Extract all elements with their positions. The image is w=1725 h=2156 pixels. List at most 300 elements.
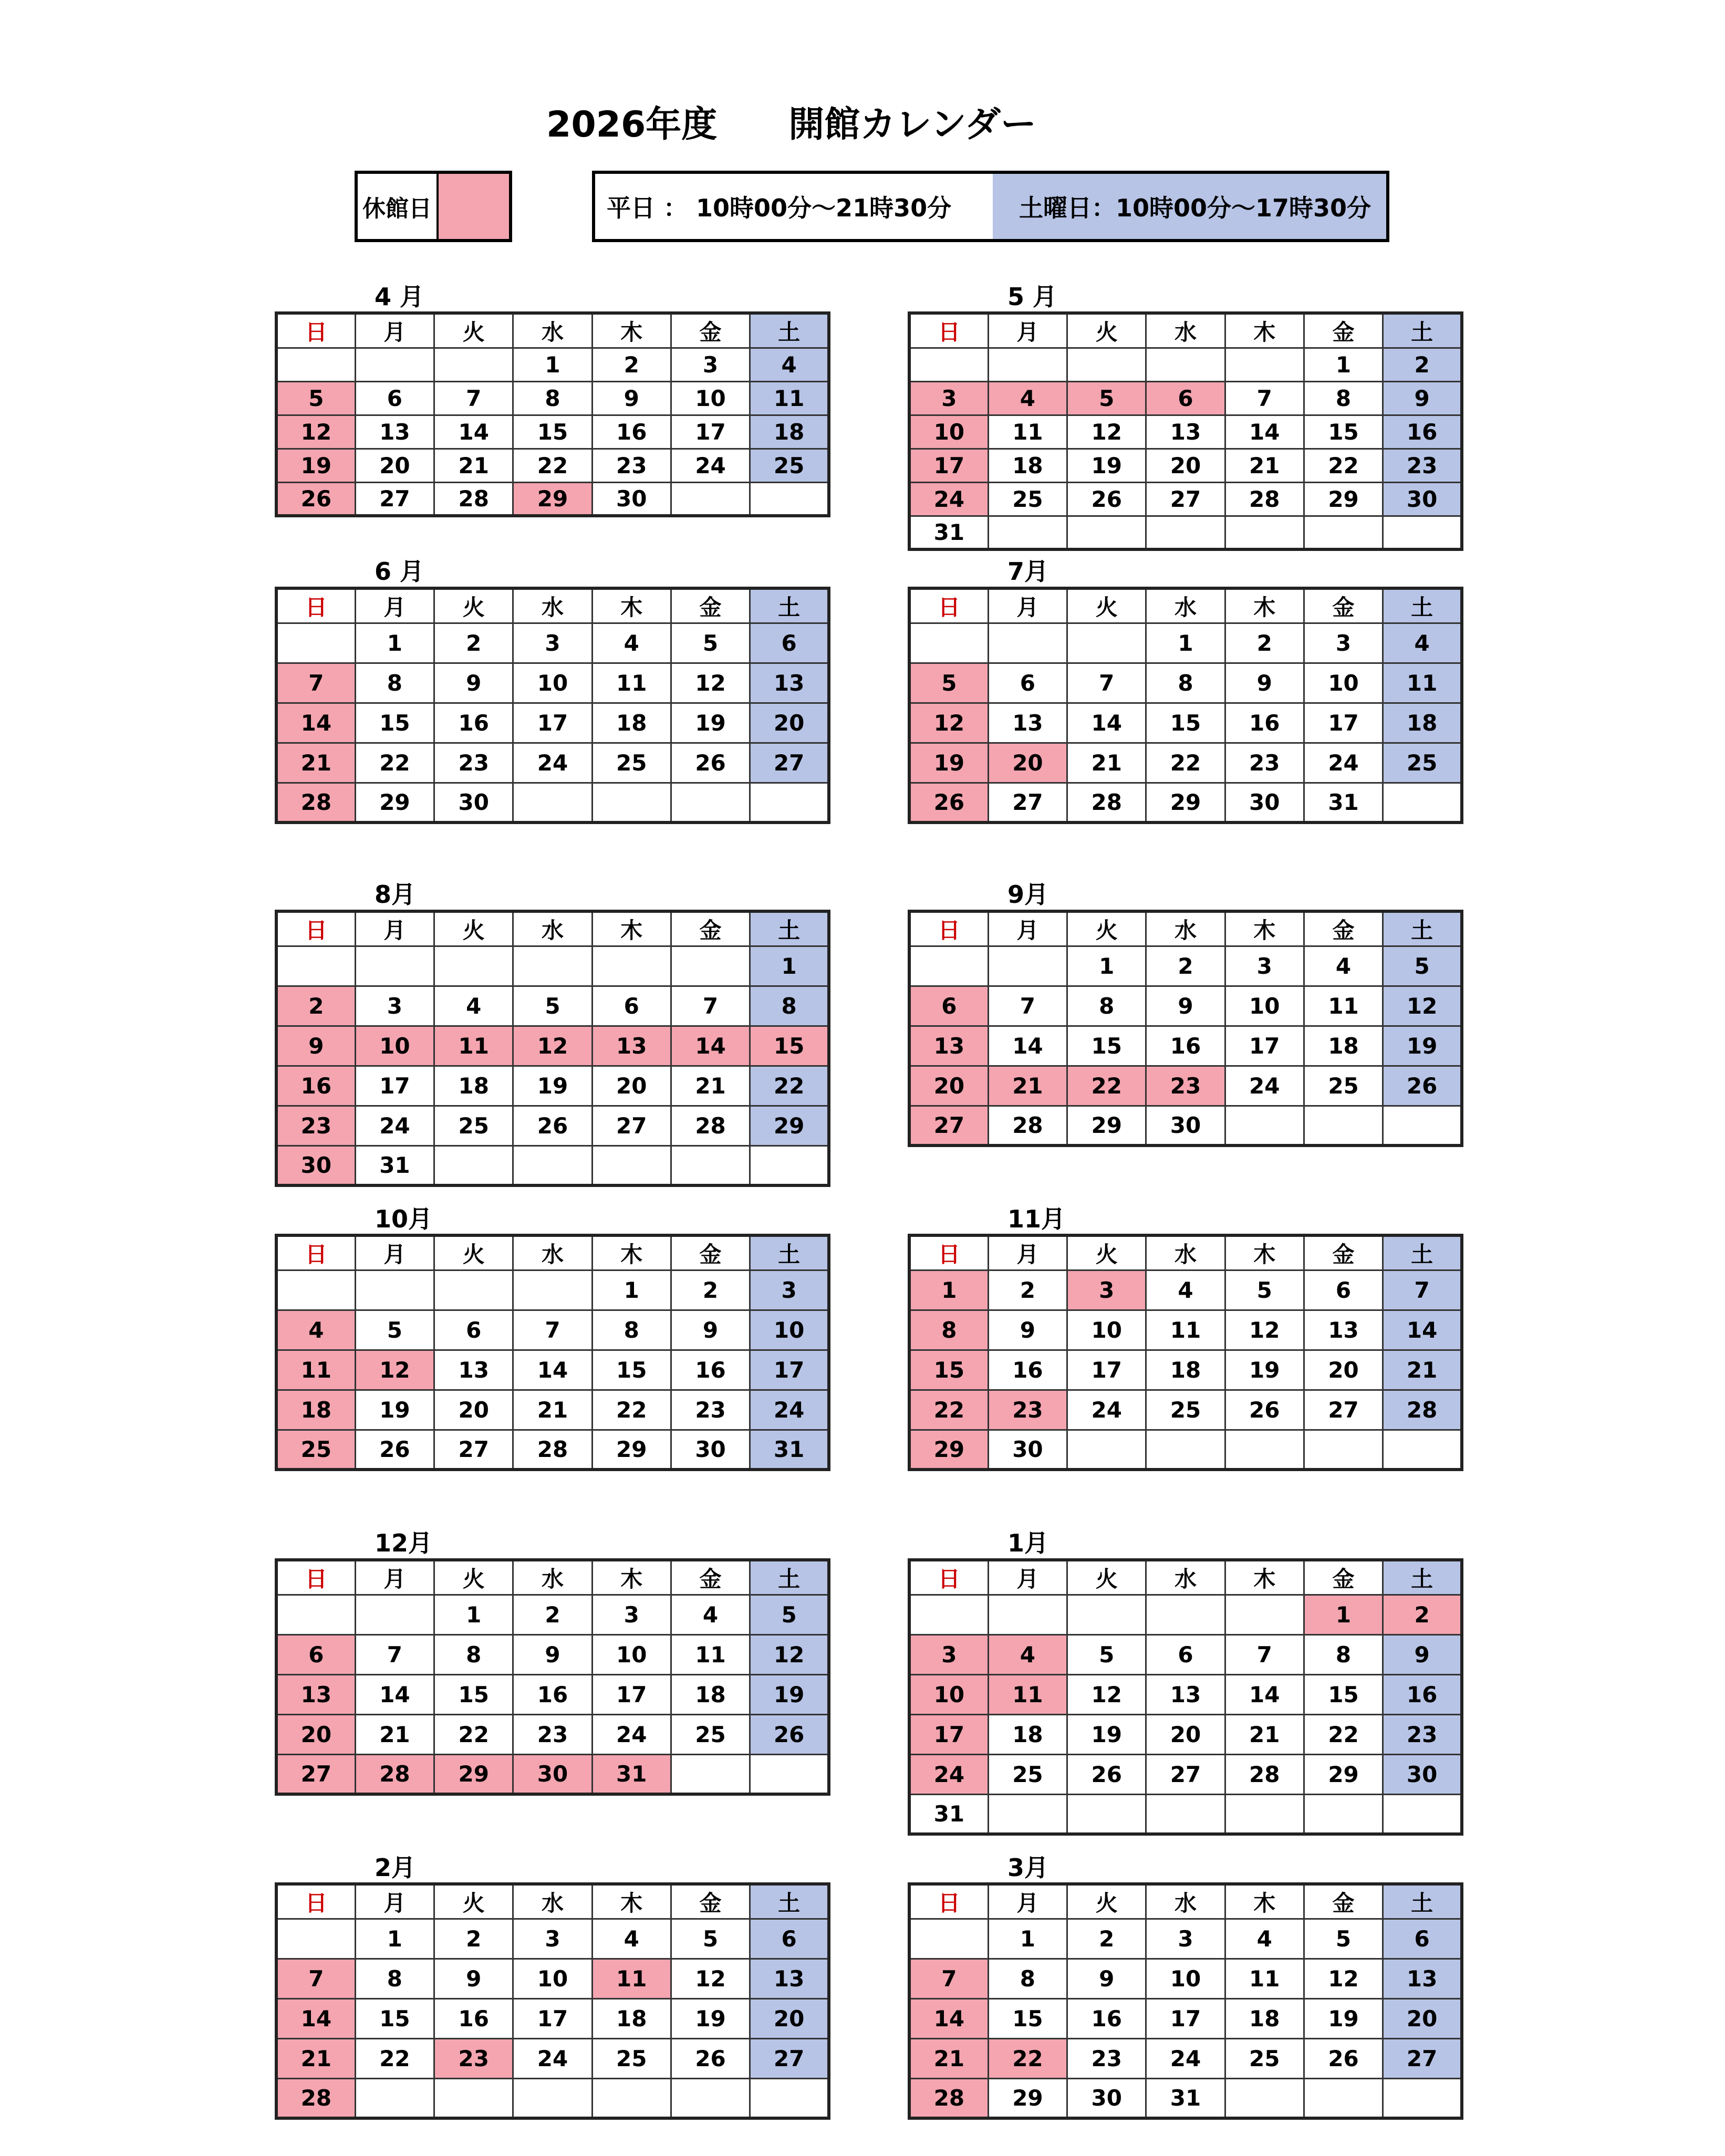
day-cell: 22 bbox=[355, 2038, 434, 2078]
day-cell: 2 bbox=[434, 623, 513, 663]
weekday-header: 月 bbox=[355, 1560, 434, 1595]
week-row bbox=[276, 381, 829, 415]
empty-day-cell bbox=[671, 946, 750, 986]
day-cell: 7 bbox=[1067, 663, 1146, 703]
day-cell: 31 bbox=[355, 1145, 434, 1185]
weekday-header: 金 bbox=[671, 1235, 750, 1270]
day-cell: 18 bbox=[988, 1714, 1067, 1754]
week-row bbox=[909, 449, 1462, 482]
day-cell: 30 bbox=[671, 1430, 750, 1470]
day-cell: 2 bbox=[988, 1270, 1067, 1310]
closed-day-cell: 3 bbox=[909, 1634, 988, 1674]
day-cell: 27 bbox=[1146, 1754, 1225, 1794]
day-cell: 8 bbox=[1146, 663, 1225, 703]
day-cell: 8 bbox=[1067, 986, 1146, 1026]
weekday-header: 火 bbox=[1067, 911, 1146, 946]
weekday-header: 月 bbox=[988, 1235, 1067, 1270]
day-cell: 7 bbox=[434, 381, 513, 415]
day-cell: 30 bbox=[1225, 783, 1304, 822]
day-cell: 26 bbox=[671, 743, 750, 783]
closed-day-cell: 20 bbox=[988, 743, 1067, 783]
day-cell: 21 bbox=[434, 449, 513, 482]
weekday-header: 木 bbox=[1225, 588, 1304, 623]
day-cell: 28 bbox=[1225, 482, 1304, 516]
day-cell: 16 bbox=[1383, 415, 1462, 449]
day-cell: 1 bbox=[513, 348, 592, 381]
weekday-header: 土 bbox=[1383, 1884, 1462, 1919]
day-cell: 18 bbox=[1383, 703, 1462, 743]
day-cell: 1 bbox=[1067, 946, 1146, 986]
closed-day-cell: 6 bbox=[276, 1634, 355, 1674]
closed-day-cell: 2 bbox=[276, 986, 355, 1026]
legend-closed-day bbox=[355, 171, 512, 242]
empty-day-cell bbox=[671, 783, 750, 822]
day-cell: 25 bbox=[1383, 743, 1462, 783]
day-cell: 7 bbox=[1225, 1634, 1304, 1674]
day-cell: 1 bbox=[355, 1919, 434, 1959]
day-cell: 3 bbox=[1225, 946, 1304, 986]
week-row bbox=[909, 2078, 1462, 2118]
weekday-header: 木 bbox=[1225, 313, 1304, 348]
closed-day-cell: 17 bbox=[909, 449, 988, 482]
weekday-header: 土 bbox=[750, 911, 829, 946]
day-cell: 5 bbox=[671, 1919, 750, 1959]
day-cell: 29 bbox=[1067, 1106, 1146, 1145]
day-cell: 29 bbox=[1304, 482, 1383, 516]
closed-day-cell: 20 bbox=[909, 1066, 988, 1106]
weekday-header: 金 bbox=[1304, 911, 1383, 946]
day-cell: 3 bbox=[750, 1270, 829, 1310]
day-cell: 24 bbox=[1225, 1066, 1304, 1106]
day-cell: 28 bbox=[671, 1106, 750, 1145]
closed-day-cell: 12 bbox=[909, 703, 988, 743]
closed-day-cell: 30 bbox=[276, 1145, 355, 1185]
day-cell: 17 bbox=[750, 1350, 829, 1390]
empty-day-cell bbox=[355, 348, 434, 381]
weekday-header: 月 bbox=[988, 313, 1067, 348]
day-cell: 2 bbox=[671, 1270, 750, 1310]
week-row bbox=[909, 1998, 1462, 2038]
empty-day-cell bbox=[1067, 1794, 1146, 1834]
empty-day-cell bbox=[592, 946, 671, 986]
empty-day-cell bbox=[513, 783, 592, 822]
week-row bbox=[276, 482, 829, 516]
day-cell: 15 bbox=[592, 1350, 671, 1390]
weekday-header: 日 bbox=[276, 1560, 355, 1595]
weekday-header: 月 bbox=[355, 1884, 434, 1919]
month-calendar bbox=[275, 910, 830, 1187]
day-cell: 10 bbox=[1225, 986, 1304, 1026]
month-title: 4 月 bbox=[375, 283, 424, 311]
closed-day-cell: 28 bbox=[276, 783, 355, 822]
day-cell: 9 bbox=[1146, 986, 1225, 1026]
day-cell: 26 bbox=[513, 1106, 592, 1145]
week-row bbox=[909, 1390, 1462, 1430]
empty-day-cell bbox=[434, 348, 513, 381]
day-cell: 27 bbox=[1146, 482, 1225, 516]
day-cell: 5 bbox=[1383, 946, 1462, 986]
empty-day-cell bbox=[750, 1145, 829, 1185]
day-cell: 8 bbox=[434, 1634, 513, 1674]
day-cell: 16 bbox=[671, 1350, 750, 1390]
closed-day-cell: 22 bbox=[909, 1390, 988, 1430]
day-cell: 26 bbox=[1383, 1066, 1462, 1106]
day-cell: 24 bbox=[1146, 2038, 1225, 2078]
day-cell: 9 bbox=[592, 381, 671, 415]
empty-day-cell bbox=[988, 348, 1067, 381]
week-row bbox=[909, 348, 1462, 381]
empty-day-cell bbox=[355, 1595, 434, 1634]
day-cell: 22 bbox=[592, 1390, 671, 1430]
month-title: 1月 bbox=[1007, 1529, 1049, 1557]
day-cell: 1 bbox=[434, 1595, 513, 1634]
weekday-header: 金 bbox=[671, 1560, 750, 1595]
day-cell: 15 bbox=[988, 1998, 1067, 2038]
day-cell: 20 bbox=[750, 703, 829, 743]
closed-day-cell: 11 bbox=[434, 1026, 513, 1066]
day-cell: 25 bbox=[1304, 1066, 1383, 1106]
day-cell: 25 bbox=[988, 482, 1067, 516]
week-row bbox=[909, 1106, 1462, 1145]
day-cell: 12 bbox=[671, 1959, 750, 1998]
closed-day-cell: 23 bbox=[276, 1106, 355, 1145]
closed-day-cell: 24 bbox=[909, 1754, 988, 1794]
day-cell: 3 bbox=[355, 986, 434, 1026]
empty-day-cell bbox=[1146, 1595, 1225, 1634]
empty-day-cell bbox=[276, 623, 355, 663]
empty-day-cell bbox=[355, 946, 434, 986]
day-cell: 15 bbox=[1304, 1674, 1383, 1714]
day-cell: 31 bbox=[1304, 783, 1383, 822]
weekday-header: 木 bbox=[592, 588, 671, 623]
day-cell: 7 bbox=[671, 986, 750, 1026]
week-row bbox=[276, 1066, 829, 1106]
day-cell: 5 bbox=[671, 623, 750, 663]
day-cell: 10 bbox=[513, 1959, 592, 1998]
day-cell: 11 bbox=[1146, 1310, 1225, 1350]
empty-day-cell bbox=[355, 2078, 434, 2118]
closed-day-cell: 28 bbox=[276, 2078, 355, 2118]
weekday-header: 日 bbox=[276, 1884, 355, 1919]
closed-day-cell: 12 bbox=[276, 415, 355, 449]
empty-day-cell bbox=[909, 1595, 988, 1634]
empty-day-cell bbox=[434, 1145, 513, 1185]
day-cell: 16 bbox=[1067, 1998, 1146, 2038]
day-cell: 20 bbox=[355, 449, 434, 482]
day-cell: 3 bbox=[1146, 1919, 1225, 1959]
day-cell: 27 bbox=[750, 2038, 829, 2078]
empty-day-cell bbox=[1383, 516, 1462, 549]
day-cell: 17 bbox=[355, 1066, 434, 1106]
day-cell: 12 bbox=[1067, 415, 1146, 449]
empty-day-cell bbox=[1067, 1595, 1146, 1634]
day-cell: 26 bbox=[1225, 1390, 1304, 1430]
weekday-header-row bbox=[909, 588, 1462, 623]
weekday-header: 木 bbox=[1225, 911, 1304, 946]
day-cell: 14 bbox=[434, 415, 513, 449]
day-cell: 3 bbox=[592, 1595, 671, 1634]
empty-day-cell bbox=[988, 1794, 1067, 1834]
day-cell: 26 bbox=[1067, 482, 1146, 516]
day-cell: 4 bbox=[1146, 1270, 1225, 1310]
month-calendar bbox=[275, 311, 830, 517]
day-cell: 23 bbox=[1225, 743, 1304, 783]
month-title: 11月 bbox=[1007, 1205, 1066, 1233]
day-cell: 11 bbox=[1304, 986, 1383, 1026]
week-row bbox=[276, 1595, 829, 1634]
weekday-header-row bbox=[276, 1884, 829, 1919]
day-cell: 13 bbox=[1146, 1674, 1225, 1714]
day-cell: 30 bbox=[1383, 482, 1462, 516]
closed-day-cell: 21 bbox=[909, 2038, 988, 2078]
day-cell: 18 bbox=[988, 449, 1067, 482]
day-cell: 17 bbox=[513, 1998, 592, 2038]
day-cell: 25 bbox=[988, 1754, 1067, 1794]
day-cell: 29 bbox=[750, 1106, 829, 1145]
day-cell: 27 bbox=[1304, 1390, 1383, 1430]
day-cell: 23 bbox=[1383, 1714, 1462, 1754]
day-cell: 28 bbox=[1067, 783, 1146, 822]
week-row bbox=[276, 1270, 829, 1310]
empty-day-cell bbox=[1146, 1794, 1225, 1834]
day-cell: 13 bbox=[750, 1959, 829, 1998]
empty-day-cell bbox=[592, 1145, 671, 1185]
week-row bbox=[909, 986, 1462, 1026]
weekday-header: 火 bbox=[1067, 1235, 1146, 1270]
week-row bbox=[276, 348, 829, 381]
week-row bbox=[909, 1026, 1462, 1066]
closed-day-cell: 19 bbox=[909, 743, 988, 783]
day-cell: 8 bbox=[513, 381, 592, 415]
day-cell: 21 bbox=[1383, 1350, 1462, 1390]
day-cell: 24 bbox=[355, 1106, 434, 1145]
weekday-header: 火 bbox=[434, 588, 513, 623]
weekday-header: 日 bbox=[909, 313, 988, 348]
day-cell: 5 bbox=[513, 986, 592, 1026]
month-title: 2月 bbox=[375, 1853, 416, 1882]
day-cell: 21 bbox=[671, 1066, 750, 1106]
day-cell: 20 bbox=[1383, 1998, 1462, 2038]
empty-day-cell bbox=[513, 946, 592, 986]
empty-day-cell bbox=[276, 1270, 355, 1310]
day-cell: 11 bbox=[750, 381, 829, 415]
day-cell: 8 bbox=[1304, 381, 1383, 415]
day-cell: 19 bbox=[513, 1066, 592, 1106]
weekday-header: 水 bbox=[513, 588, 592, 623]
day-cell: 9 bbox=[434, 1959, 513, 1998]
weekday-header: 水 bbox=[1146, 1884, 1225, 1919]
month-title: 9月 bbox=[1007, 880, 1049, 909]
day-cell: 19 bbox=[1383, 1026, 1462, 1066]
day-cell: 1 bbox=[355, 623, 434, 663]
day-cell: 21 bbox=[1067, 743, 1146, 783]
weekday-header: 日 bbox=[909, 1884, 988, 1919]
day-cell: 11 bbox=[592, 663, 671, 703]
weekday-header: 金 bbox=[671, 911, 750, 946]
day-cell: 17 bbox=[671, 415, 750, 449]
day-cell: 3 bbox=[513, 1919, 592, 1959]
day-cell: 28 bbox=[988, 1106, 1067, 1145]
day-cell: 24 bbox=[1304, 743, 1383, 783]
weekday-header: 水 bbox=[1146, 1560, 1225, 1595]
weekday-header: 木 bbox=[592, 313, 671, 348]
closed-day-cell: 1 bbox=[1304, 1595, 1383, 1634]
week-row bbox=[909, 482, 1462, 516]
day-cell: 8 bbox=[988, 1959, 1067, 1998]
day-cell: 12 bbox=[1304, 1959, 1383, 1998]
day-cell: 27 bbox=[1383, 2038, 1462, 2078]
day-cell: 21 bbox=[1225, 449, 1304, 482]
day-cell: 25 bbox=[592, 743, 671, 783]
week-row bbox=[909, 516, 1462, 549]
empty-day-cell bbox=[434, 946, 513, 986]
weekday-header: 火 bbox=[434, 1560, 513, 1595]
day-cell: 10 bbox=[750, 1310, 829, 1350]
day-cell: 4 bbox=[671, 1595, 750, 1634]
day-cell: 31 bbox=[750, 1430, 829, 1470]
weekday-header: 金 bbox=[671, 313, 750, 348]
day-cell: 6 bbox=[988, 663, 1067, 703]
month-title: 8月 bbox=[375, 880, 416, 909]
weekday-header-row bbox=[276, 1560, 829, 1595]
month-calendar bbox=[275, 1882, 830, 2120]
empty-day-cell bbox=[1225, 516, 1304, 549]
week-row bbox=[276, 1959, 829, 1998]
closed-day-cell: 14 bbox=[909, 1998, 988, 2038]
day-cell: 1 bbox=[750, 946, 829, 986]
day-cell: 22 bbox=[1304, 1714, 1383, 1754]
empty-day-cell bbox=[1067, 348, 1146, 381]
day-cell: 4 bbox=[750, 348, 829, 381]
day-cell: 9 bbox=[1383, 381, 1462, 415]
weekday-header: 土 bbox=[1383, 1560, 1462, 1595]
empty-day-cell bbox=[1225, 2078, 1304, 2118]
day-cell: 26 bbox=[355, 1430, 434, 1470]
day-cell: 12 bbox=[671, 663, 750, 703]
week-row bbox=[276, 1714, 829, 1754]
weekday-header: 日 bbox=[276, 1235, 355, 1270]
weekday-header: 金 bbox=[1304, 313, 1383, 348]
closed-day-cell: 10 bbox=[909, 415, 988, 449]
empty-day-cell bbox=[1304, 1430, 1383, 1470]
day-cell: 6 bbox=[355, 381, 434, 415]
month-calendar bbox=[275, 1234, 830, 1471]
weekday-header: 金 bbox=[1304, 1884, 1383, 1919]
weekday-header: 金 bbox=[1304, 588, 1383, 623]
weekday-header: 土 bbox=[750, 1884, 829, 1919]
day-cell: 17 bbox=[513, 703, 592, 743]
day-cell: 6 bbox=[1304, 1270, 1383, 1310]
empty-day-cell bbox=[909, 348, 988, 381]
day-cell: 31 bbox=[909, 1794, 988, 1834]
weekday-header: 水 bbox=[1146, 588, 1225, 623]
day-cell: 30 bbox=[434, 783, 513, 822]
closed-day-cell: 4 bbox=[988, 381, 1067, 415]
day-cell: 22 bbox=[434, 1714, 513, 1754]
day-cell: 27 bbox=[355, 482, 434, 516]
day-cell: 9 bbox=[1383, 1634, 1462, 1674]
weekday-header: 火 bbox=[1067, 1560, 1146, 1595]
week-row bbox=[276, 663, 829, 703]
day-cell: 25 bbox=[1146, 1390, 1225, 1430]
empty-day-cell bbox=[750, 1754, 829, 1794]
closed-day-cell: 3 bbox=[1067, 1270, 1146, 1310]
empty-day-cell bbox=[434, 2078, 513, 2118]
day-cell: 20 bbox=[434, 1390, 513, 1430]
day-cell: 3 bbox=[1304, 623, 1383, 663]
day-cell: 14 bbox=[513, 1350, 592, 1390]
day-cell: 5 bbox=[1225, 1270, 1304, 1310]
empty-day-cell bbox=[1146, 348, 1225, 381]
day-cell: 3 bbox=[671, 348, 750, 381]
weekday-header: 水 bbox=[513, 1884, 592, 1919]
day-cell: 12 bbox=[1225, 1310, 1304, 1350]
closed-day-cell: 10 bbox=[355, 1026, 434, 1066]
day-cell: 29 bbox=[988, 2078, 1067, 2118]
day-cell: 23 bbox=[513, 1714, 592, 1754]
empty-day-cell bbox=[276, 1595, 355, 1634]
day-cell: 6 bbox=[750, 1919, 829, 1959]
empty-day-cell bbox=[1304, 2078, 1383, 2118]
day-cell: 24 bbox=[750, 1390, 829, 1430]
empty-day-cell bbox=[750, 482, 829, 516]
weekday-header: 火 bbox=[434, 1884, 513, 1919]
day-cell: 16 bbox=[434, 1998, 513, 2038]
day-cell: 10 bbox=[1304, 663, 1383, 703]
week-row bbox=[276, 1430, 829, 1470]
weekday-header: 火 bbox=[434, 1235, 513, 1270]
closed-day-cell: 18 bbox=[276, 1390, 355, 1430]
empty-day-cell bbox=[671, 1754, 750, 1794]
day-cell: 26 bbox=[671, 2038, 750, 2078]
closed-day-cell: 5 bbox=[276, 381, 355, 415]
day-cell: 1 bbox=[1146, 623, 1225, 663]
day-cell: 17 bbox=[1225, 1026, 1304, 1066]
weekday-header: 土 bbox=[1383, 313, 1462, 348]
closed-day-cell: 12 bbox=[513, 1026, 592, 1066]
weekday-header-row bbox=[909, 1560, 1462, 1595]
week-row bbox=[276, 1310, 829, 1350]
day-cell: 26 bbox=[750, 1714, 829, 1754]
day-cell: 13 bbox=[434, 1350, 513, 1390]
day-cell: 25 bbox=[750, 449, 829, 482]
weekday-header: 月 bbox=[355, 313, 434, 348]
week-row bbox=[909, 1310, 1462, 1350]
legend-opening-hours bbox=[592, 171, 1389, 242]
day-cell: 27 bbox=[988, 783, 1067, 822]
weekday-header: 月 bbox=[988, 911, 1067, 946]
day-cell: 8 bbox=[1304, 1634, 1383, 1674]
weekday-header: 木 bbox=[1225, 1235, 1304, 1270]
day-cell: 19 bbox=[1067, 449, 1146, 482]
empty-day-cell bbox=[513, 2078, 592, 2118]
weekday-header: 日 bbox=[909, 1235, 988, 1270]
closed-day-cell: 27 bbox=[909, 1106, 988, 1145]
day-cell: 16 bbox=[1383, 1674, 1462, 1714]
empty-day-cell bbox=[1383, 1430, 1462, 1470]
week-row bbox=[909, 1714, 1462, 1754]
day-cell: 5 bbox=[750, 1595, 829, 1634]
week-row bbox=[909, 623, 1462, 663]
day-cell: 30 bbox=[1146, 1106, 1225, 1145]
empty-day-cell bbox=[671, 482, 750, 516]
day-cell: 13 bbox=[1304, 1310, 1383, 1350]
closed-day-cell: 14 bbox=[276, 703, 355, 743]
day-cell: 19 bbox=[355, 1390, 434, 1430]
day-cell: 26 bbox=[1304, 2038, 1383, 2078]
week-row bbox=[276, 1350, 829, 1390]
day-cell: 15 bbox=[1067, 1026, 1146, 1066]
